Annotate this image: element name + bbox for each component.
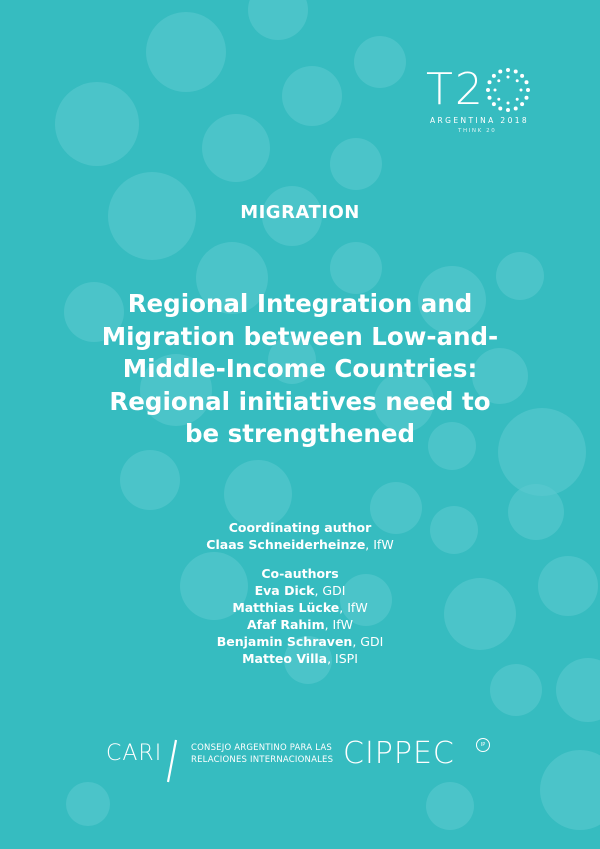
title-line: Regional Integration and <box>127 289 473 318</box>
coauthor: Eva Dick, GDI <box>254 583 346 598</box>
coauthor: Matteo Villa, ISPI <box>242 651 358 666</box>
title-line: Regional initiatives need to <box>109 386 491 416</box>
title-line: be strengthened <box>184 419 416 448</box>
t20-burst-icon <box>486 68 530 112</box>
coauthor: Afaf Rahim, IfW <box>246 617 353 632</box>
authors-block <box>0 519 600 667</box>
cippec-badge-icon: IP <box>476 738 490 752</box>
coordinating-heading: Coordinating author <box>228 520 372 535</box>
cari-logo: CARI <box>106 741 163 766</box>
t20-logo <box>424 64 534 154</box>
document-title <box>60 288 540 451</box>
coauthors-heading: Co-authors <box>261 566 339 581</box>
title-line: Migration between Low-and- <box>101 321 499 351</box>
coauthor: Matthias Lücke, IfW <box>232 600 368 615</box>
coauthor: Benjamin Schraven, GDI <box>216 634 384 649</box>
cippec-logo: CIPPEC <box>343 736 455 771</box>
cari-slash-icon <box>165 738 179 784</box>
cari-description: CONSEJO ARGENTINO PARA LAS RELACIONES INTERNACIONALES <box>191 743 334 765</box>
coordinating-author: Claas Schneiderheinze, IfW <box>206 537 394 552</box>
t20-subtitle: ARGENTINA 2018 <box>430 116 530 125</box>
t20-wordmark: T2 <box>426 64 485 115</box>
category-label: MIGRATION <box>240 202 360 223</box>
title-line: Middle-Income Countries: <box>122 354 478 383</box>
t20-tagline: THINK 20 <box>458 128 497 134</box>
